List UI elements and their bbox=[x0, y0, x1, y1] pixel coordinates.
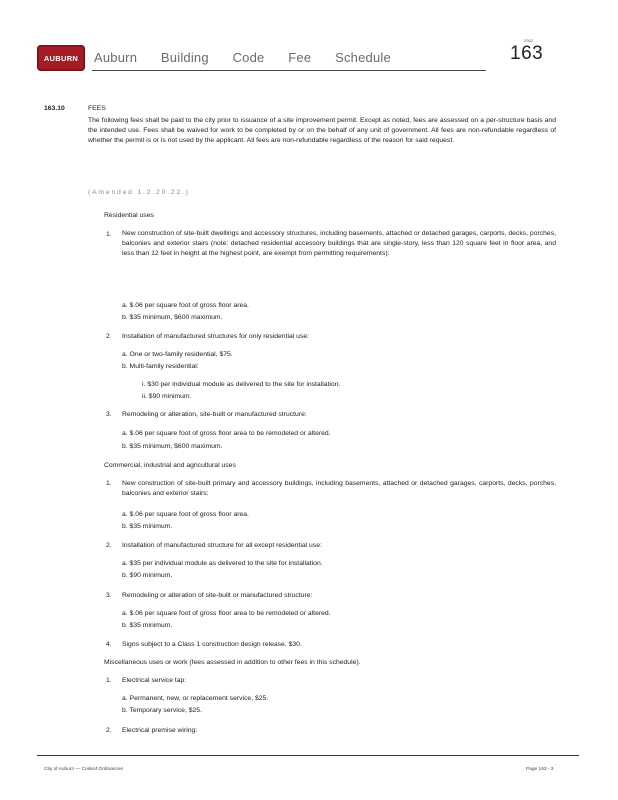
section-heading: FEES bbox=[88, 105, 106, 112]
list-number: 2. bbox=[106, 727, 112, 734]
footer-page: Page 163 - 3 bbox=[526, 767, 554, 772]
commercial-item-3: Remodeling or alteration of site-built or manufactured structure: bbox=[122, 592, 313, 599]
footer-divider bbox=[37, 755, 579, 756]
list-item: b. $35 minimum. bbox=[122, 523, 173, 530]
list-item: ii. $90 minimum. bbox=[142, 393, 192, 400]
list-number: 1. bbox=[106, 480, 112, 487]
list-item: b. $35 minimum, $600 maximum. bbox=[122, 443, 223, 450]
misc-item-1: Electrical service tap: bbox=[122, 677, 187, 684]
list-item: a. $.06 per square foot of gross floor area to be remodeled or altered. bbox=[122, 610, 331, 617]
list-number: 2. bbox=[106, 542, 112, 549]
residential-item-2: Installation of manufactured structures for only residential use: bbox=[122, 333, 310, 340]
residential-item-3: Remodeling or alteration, site-built or manufactured structure: bbox=[122, 411, 307, 418]
page-title: Auburn Building Code Fee Schedule bbox=[94, 50, 391, 65]
list-number: 3. bbox=[106, 411, 112, 418]
footer-source: City of Auburn — Codeof Ordinances bbox=[44, 767, 123, 772]
residential-item-1: New construction of site-built dwellings and accessory structures, including basements, attached or detached garages, carports, decks, porches, balconies and exterior stairs (note: detached residential accessory buildings that are single-story, less than 120 square feet in floor area, and less than 12 feet in height at the highest point, are exempt from permitting requirements): bbox=[122, 230, 556, 257]
list-item: b. Multi-family residential: bbox=[122, 363, 199, 370]
misc-heading: Miscellaneous uses or work (fees assessed in addition to other fees in this schedule). bbox=[104, 659, 361, 666]
list-item: a. $.06 per square foot of gross floor area to be remodeled or altered. bbox=[122, 430, 331, 437]
list-item: b. Temporary service, $25. bbox=[122, 707, 202, 714]
list-number: 3. bbox=[106, 592, 112, 599]
list-item: i. $30 per individual module as delivered to the site for installation. bbox=[142, 381, 341, 388]
header-page-number: 163 bbox=[510, 43, 544, 64]
list-item: a. One or two-family residential, $75. bbox=[122, 351, 233, 358]
misc-item-2: Electrical premise wiring: bbox=[122, 727, 198, 734]
commercial-item-4: Signs subject to a Class 1 construction design release, $30. bbox=[122, 641, 302, 648]
list-number: 2. bbox=[106, 333, 112, 340]
section-intro: The following fees shall be paid to the city prior to issuance of a site improvement permit. Except as noted, fees are assessed on a per-structure basis and the intended use. Fees shall be waived for work to be completed by or on the behalf of any unit of government. All fees are non-refundable regardless of whether the permit is or is not used by the applicant. All fees are non-refundable regardless of the reason for said request. bbox=[88, 117, 556, 144]
amendment-note: (Amended 1.2.20.22.) bbox=[88, 189, 190, 196]
list-number: 1. bbox=[106, 677, 112, 684]
list-number: 1. bbox=[106, 231, 112, 238]
commercial-heading: Commercial, industrial and agricultural uses bbox=[104, 462, 236, 469]
list-item: a. $35 per individual module as delivered to the site for installation. bbox=[122, 560, 323, 567]
list-number: 4. bbox=[106, 641, 112, 648]
auburn-logo bbox=[37, 45, 85, 71]
list-item: b. $90 minimum. bbox=[122, 572, 173, 579]
header-tag: 2002 bbox=[524, 38, 533, 43]
section-number: 163.10 bbox=[44, 105, 65, 112]
residential-heading: Residential uses bbox=[104, 212, 154, 219]
commercial-item-1: New construction of site-built primary and accessory buildings, including basements, attached or detached garages, carports, decks, porches, balconies and exterior stairs: bbox=[122, 480, 556, 497]
list-item: b. $35 minimum. bbox=[122, 622, 173, 629]
list-item: a. Permanent, new, or replacement service, $25. bbox=[122, 695, 269, 702]
header-divider bbox=[92, 70, 486, 71]
logo-text: AUBURN bbox=[43, 53, 79, 63]
list-item: a. $.06 per square foot of gross floor area. bbox=[122, 511, 249, 518]
commercial-item-2: Installation of manufactured structure for all except residential use: bbox=[122, 542, 322, 549]
list-item: a. $.06 per square foot of gross floor area. bbox=[122, 302, 249, 309]
list-item: b. $35 minimum, $600 maximum. bbox=[122, 314, 223, 321]
